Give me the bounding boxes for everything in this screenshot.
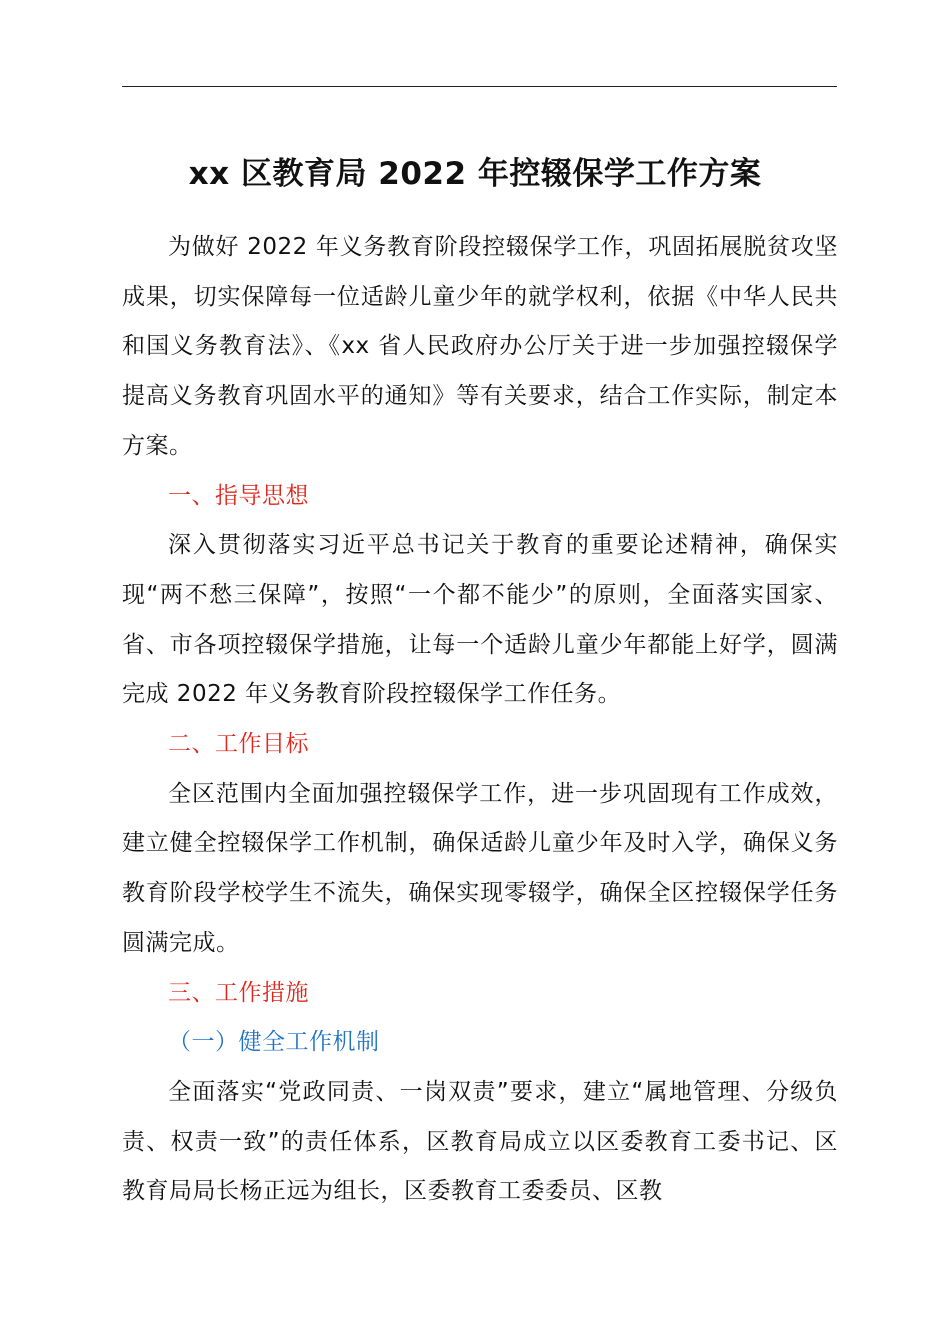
document-body: [122, 223, 838, 1217]
header-rule: [122, 86, 837, 87]
subsection-heading-mechanism: （一）健全工作机制: [168, 1029, 380, 1056]
document-title: xx 区教育局 2022 年控辍保学工作方案: [188, 156, 762, 192]
section-heading-guiding-ideology: 一、指导思想: [168, 482, 309, 509]
intro-paragraph: 为做好 2022 年义务教育阶段控辍保学工作，巩固拓展脱贫攻坚成果，切实保障每一位适龄儿童少年的就学权利，依据《中华人民共和国义务教育法》、《xx 省人民政府办公厅关于进一步加强控辍保学提高义务教育巩固水平的通知》等有关要求，结合工作实际，制定本方案。: [122, 234, 838, 459]
section-paragraph-work-goals: 全区范围内全面加强控辍保学工作，进一步巩固现有工作成效，建立健全控辍保学工作机制，确保适龄儿童少年及时入学，确保义务教育阶段学校学生不流失，确保实现零辍学，确保全区控辍保学任务圆满完成。: [122, 780, 838, 956]
section-paragraph-mechanism: 全面落实“党政同责、一岗双责”要求，建立“属地管理、分级负责、权责一致”的责任体系，区教育局成立以区委教育工委书记、区教育局局长杨正远为组长，区委教育工委委员、区教: [122, 1078, 838, 1205]
section-heading-work-measures: 三、工作措施: [168, 979, 309, 1006]
section-heading-work-goals: 二、工作目标: [168, 731, 309, 758]
section-paragraph-guiding-ideology: 深入贯彻落实习近平总书记关于教育的重要论述精神，确保实现“两不愁三保障”，按照“一个都不能少”的原则，全面落实国家、省、市各项控辍保学措施，让每一个适龄儿童少年都能上好学，圆满完成 2022 年义务教育阶段控辍保学工作任务。: [122, 532, 838, 708]
